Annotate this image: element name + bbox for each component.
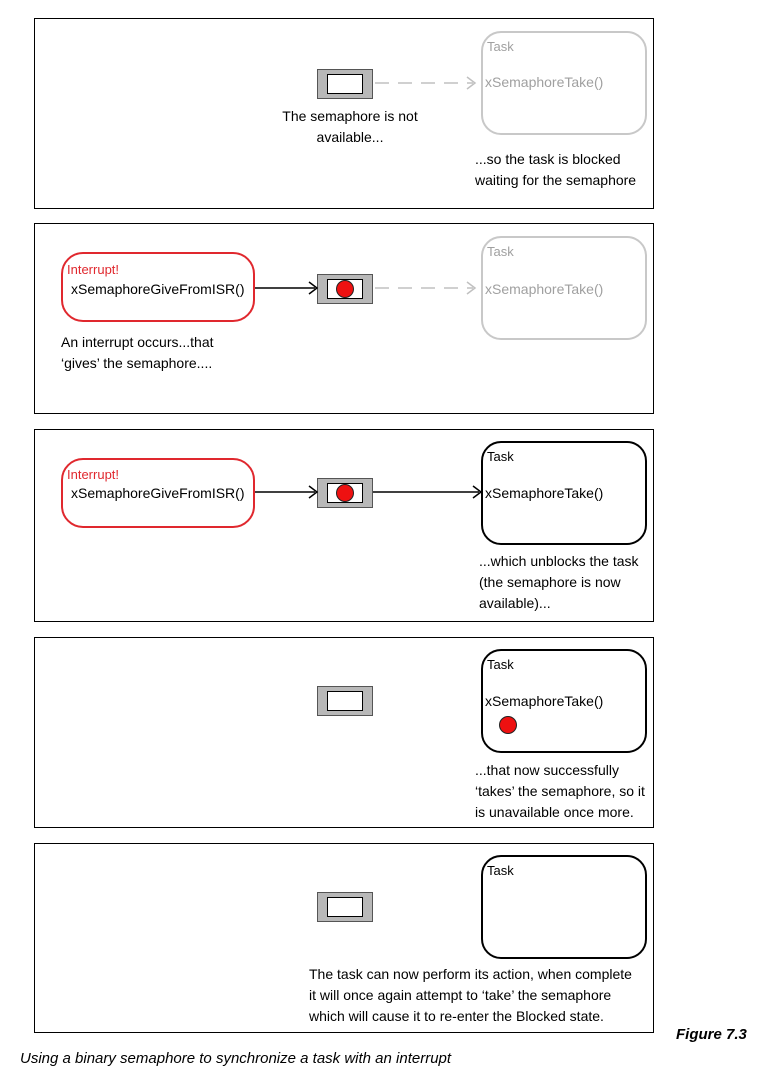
task-label: Task: [487, 657, 514, 672]
final-note: [309, 964, 632, 1027]
panel-3-task-unblocked: [34, 429, 654, 622]
take-call-label: xSemaphoreTake(): [485, 281, 604, 297]
interrupt-note-line2: ‘gives’ the semaphore....: [61, 355, 213, 371]
panel-3-arrows: [35, 430, 655, 623]
task-note-line1: ...so the task is blocked: [475, 151, 621, 167]
semaphore-icon: [317, 892, 373, 922]
task-label: Task: [487, 449, 514, 464]
semaphore-note-line1: The semaphore is not: [282, 108, 418, 124]
figure-title: Figure 7.3: [676, 1026, 747, 1043]
task-label: Task: [487, 244, 514, 259]
semaphore-icon: [317, 686, 373, 716]
task-label: Task: [487, 39, 514, 54]
task-note-line2: waiting for the semaphore: [475, 172, 637, 188]
take-call-label: xSemaphoreTake(): [485, 74, 604, 90]
task-note-line1: ...which unblocks the task: [479, 553, 639, 569]
task-note-line2: (the semaphore is now: [479, 574, 621, 590]
panel-1-semaphore-unavailable: [34, 18, 654, 209]
interrupt-note-line1: An interrupt occurs...that: [61, 334, 214, 350]
semaphore-slot: [327, 897, 363, 917]
final-note-line2: it will once again attempt to ‘take’ the semaphore: [309, 987, 612, 1003]
interrupt-label: Interrupt!: [67, 467, 120, 482]
panel-1-arrows: [35, 19, 655, 210]
task-note-line2: ‘takes’ the semaphore, so it: [475, 783, 645, 799]
task-label: Task: [487, 863, 514, 878]
task-note-line1: ...that now successfully: [475, 762, 619, 778]
take-call-label: xSemaphoreTake(): [485, 693, 604, 709]
take-call-label: xSemaphoreTake(): [485, 485, 604, 501]
panel-2-interrupt-gives: [34, 223, 654, 414]
panel-5-task-runs: [34, 843, 654, 1033]
final-note-line1: The task can now perform its action, when complete: [309, 966, 632, 982]
task-note-line3: is unavailable once more.: [475, 804, 634, 820]
panel-2-arrows: [35, 224, 655, 415]
give-call-label: xSemaphoreGiveFromISR(): [71, 485, 245, 501]
semaphore-note-line2: available...: [316, 129, 384, 145]
taken-token-dot: [499, 716, 517, 734]
task-note: [475, 760, 645, 823]
interrupt-label: Interrupt!: [67, 262, 120, 277]
give-call-label: xSemaphoreGiveFromISR(): [71, 281, 245, 297]
figure-caption: Using a binary semaphore to synchronize a task with an interrupt: [20, 1050, 452, 1067]
panel-4-task-takes-semaphore: [34, 637, 654, 828]
final-note-line3: which will cause it to re-enter the Blocked state.: [309, 1008, 604, 1024]
semaphore-slot: [327, 691, 363, 711]
task-note-line3: available)...: [479, 595, 551, 611]
